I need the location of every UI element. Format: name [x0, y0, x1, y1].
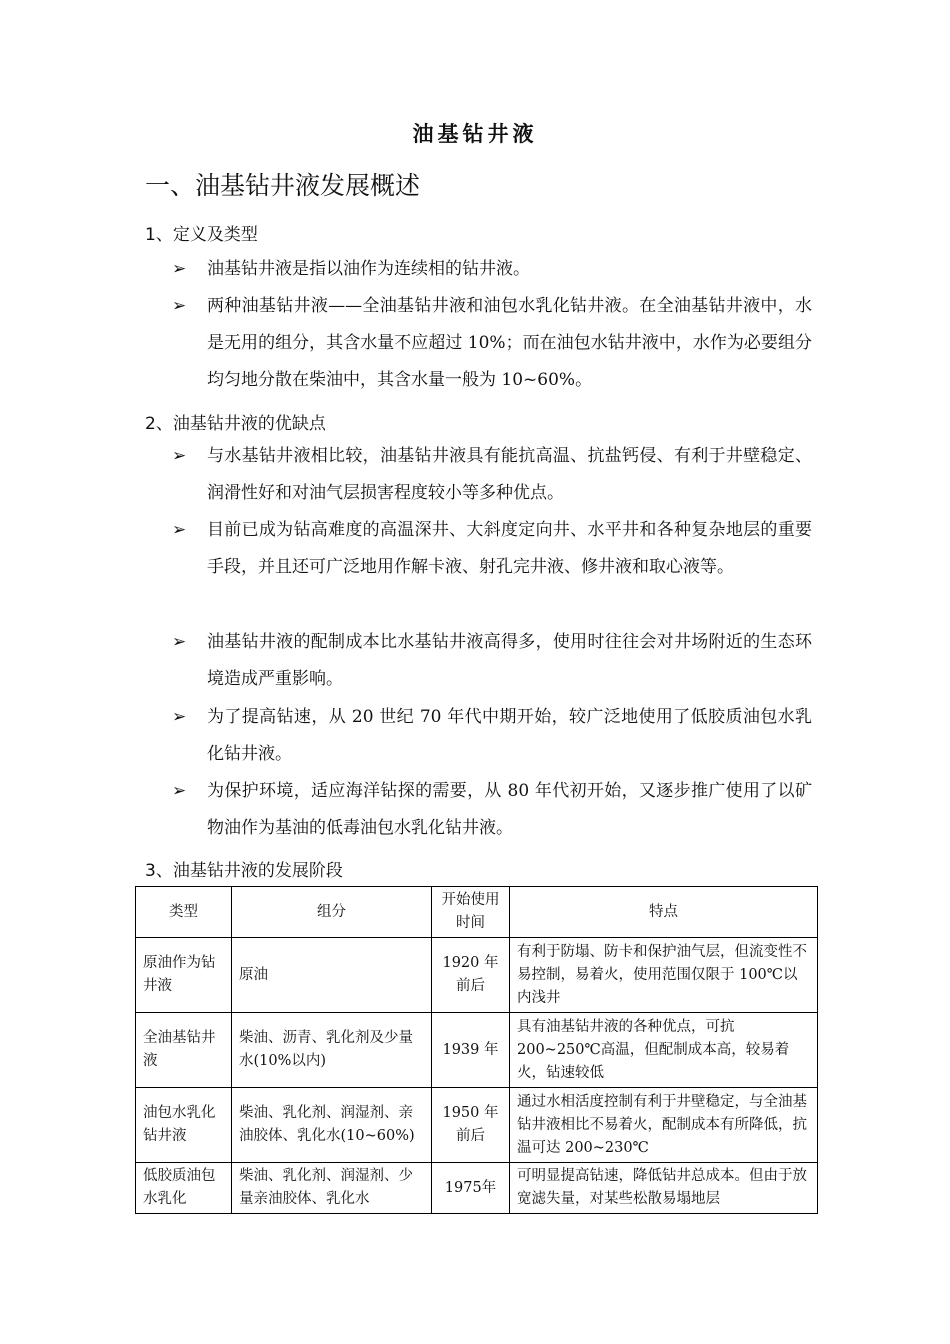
table-cell-features: 可明显提高钻速，降低钻井总成本。但由于放宽滤失量，对某些松散易塌地层	[510, 1163, 818, 1214]
bullet-arrow-icon: ➢	[172, 259, 187, 279]
document-title: 油基钻井液	[412, 122, 538, 146]
bullet-item	[172, 251, 812, 288]
bullet-arrow-icon: ➢	[172, 781, 187, 801]
table-cell-features: 通过水相活度控制有利于井壁稳定，与全油基钻井液相比不易着火，配制成本有所降低，抗温可达 200~230℃	[510, 1088, 818, 1163]
table-row	[136, 1088, 818, 1163]
bullet-arrow-icon: ➢	[172, 707, 187, 727]
table-cell-type: 全油基钻井液	[136, 1013, 232, 1088]
table-cell-type: 原油作为钻井液	[136, 938, 232, 1013]
table-cell-type: 低胶质油包水乳化	[136, 1163, 232, 1214]
table-header-cell: 组分	[232, 887, 432, 938]
bullet-item	[172, 699, 812, 773]
subsection-3-label: 3、油基钻井液的发展阶段	[145, 861, 343, 881]
bullet-text: 目前已成为钻高难度的高温深井、大斜度定向井、水平井和各种复杂地层的重要手段，并且还可广泛地用作解卡液、射孔完井液、修井液和取心液等。	[207, 520, 812, 577]
bullet-arrow-icon: ➢	[172, 296, 187, 316]
bullet-arrow-icon: ➢	[172, 520, 187, 540]
bullet-text: 油基钻井液的配制成本比水基钻井液高得多，使用时往往会对井场附近的生态环境造成严重影响。	[207, 632, 812, 689]
bullet-item	[172, 438, 812, 512]
bullet-item	[172, 773, 812, 847]
table-cell-year: 1950 年前后	[432, 1088, 510, 1163]
bullet-item	[172, 512, 812, 586]
bullet-arrow-icon: ➢	[172, 632, 187, 652]
subsection-1-label: 1、定义及类型	[145, 225, 258, 245]
table-cell-type: 油包水乳化钻井液	[136, 1088, 232, 1163]
table-row	[136, 938, 818, 1013]
bullet-item	[172, 624, 812, 698]
bullet-arrow-icon: ➢	[172, 446, 187, 466]
development-stages-table	[135, 886, 818, 1214]
table-cell-components: 柴油、乳化剂、润湿剂、少量亲油胶体、乳化水	[232, 1163, 432, 1214]
bullet-text: 与水基钻井液相比较，油基钻井液具有能抗高温、抗盐钙侵、有利于井壁稳定、润滑性好和对油气层损害程度较小等多种优点。	[207, 446, 812, 503]
bullet-item	[172, 288, 812, 399]
section-heading-1: 一、油基钻井液发展概述	[145, 171, 421, 200]
table-cell-components: 柴油、沥青、乳化剂及少量水(10%以内)	[232, 1013, 432, 1088]
bullet-text: 油基钻井液是指以油作为连续相的钻井液。	[207, 259, 530, 279]
table-cell-features: 具有油基钻井液的各种优点，可抗 200~250℃高温，但配制成本高，较易着火，钻速较低	[510, 1013, 818, 1088]
bullet-text: 两种油基钻井液——全油基钻井液和油包水乳化钻井液。在全油基钻井液中，水是无用的组分，其含水量不应超过 10%；而在油包水钻井液中，水作为必要组分均匀地分散在柴油中，其含水量一般为 10~60%。	[207, 296, 812, 390]
table-row	[136, 1163, 818, 1214]
bullet-text: 为保护环境，适应海洋钻探的需要，从 80 年代初开始，又逐步推广使用了以矿物油作为基油的低毒油包水乳化钻井液。	[207, 781, 812, 838]
table-cell-year: 1920 年前后	[432, 938, 510, 1013]
subsection-2-label: 2、油基钻井液的优缺点	[145, 414, 326, 434]
table-cell-components: 柴油、乳化剂、润湿剂、亲油胶体、乳化水(10~60%)	[232, 1088, 432, 1163]
table-cell-year: 1939 年	[432, 1013, 510, 1088]
table-header-cell: 类型	[136, 887, 232, 938]
table-header-cell: 特点	[510, 887, 818, 938]
table-cell-components: 原油	[232, 938, 432, 1013]
table-header-cell: 开始使用时间	[432, 887, 510, 938]
table-header-row	[136, 887, 818, 938]
table-cell-features: 有利于防塌、防卡和保护油气层，但流变性不易控制，易着火，使用范围仅限于 100℃以内浅井	[510, 938, 818, 1013]
table-cell-year: 1975年	[432, 1163, 510, 1214]
bullet-text: 为了提高钻速，从 20 世纪 70 年代中期开始，较广泛地使用了低胶质油包水乳化钻井液。	[207, 707, 812, 764]
table-row	[136, 1013, 818, 1088]
